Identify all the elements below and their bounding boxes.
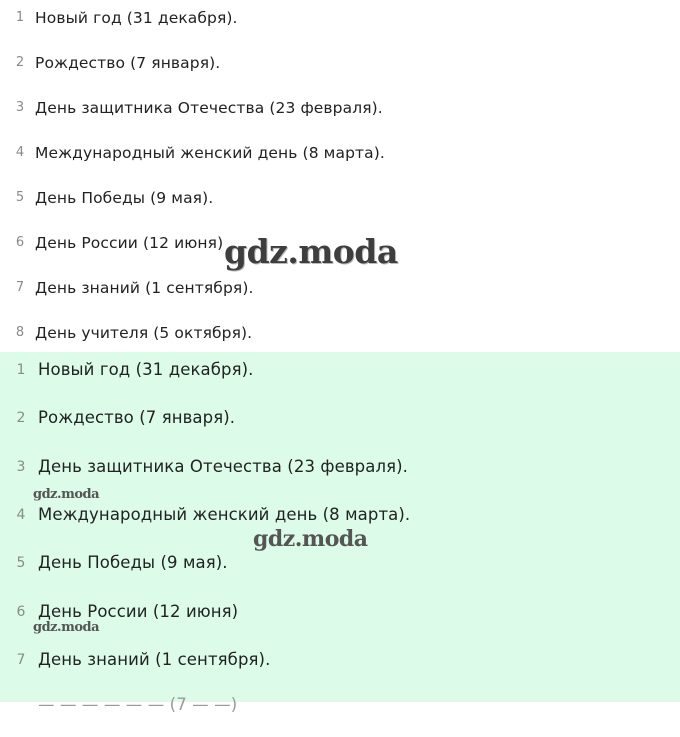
item-text: Международный женский день (8 марта). xyxy=(35,144,385,162)
watermark-logo: gdz.moda xyxy=(224,232,398,271)
item-number: 4 xyxy=(15,145,25,160)
item-text: День защитника Отечества (23 февраля). xyxy=(35,99,383,117)
item-number: 1 xyxy=(16,362,26,378)
item-number: 6 xyxy=(15,235,25,250)
item-number: 5 xyxy=(16,555,26,571)
item-text: День защитника Отечества (23 февраля). xyxy=(38,457,409,476)
item-text: Новый год (31 декабря). xyxy=(35,9,238,27)
item-number: 5 xyxy=(15,190,25,205)
watermark-logo: gdz.moda xyxy=(33,620,100,635)
item-text-cut: — — — — — — (7 — —) xyxy=(38,695,238,714)
item-number: 7 xyxy=(16,652,26,668)
item-number: 3 xyxy=(16,459,26,475)
item-number: 1 xyxy=(15,10,25,25)
item-number: 4 xyxy=(16,507,26,523)
item-text: День учителя (5 октября). xyxy=(35,324,253,342)
item-text: День знаний (1 сентября). xyxy=(38,650,271,669)
item-number: 2 xyxy=(16,410,26,426)
item-text: День России (12 июня) xyxy=(35,234,224,252)
item-text: Новый год (31 декабря). xyxy=(38,360,254,379)
item-text: День Победы (9 мая). xyxy=(35,189,214,207)
item-text: День Победы (9 мая). xyxy=(38,553,228,572)
item-text: День знаний (1 сентября). xyxy=(35,279,254,297)
watermark-logo: gdz.moda xyxy=(253,526,368,552)
item-number: 2 xyxy=(15,55,25,70)
item-number: 3 xyxy=(15,100,25,115)
item-text: Рождество (7 января). xyxy=(35,54,221,72)
item-text: День России (12 июня) xyxy=(38,602,239,621)
item-text: Рождество (7 января). xyxy=(38,408,236,427)
white-list-section xyxy=(0,0,680,352)
item-text: Международный женский день (8 марта). xyxy=(38,505,411,524)
item-number: 8 xyxy=(15,325,25,340)
item-number: 7 xyxy=(15,280,25,295)
item-number: 6 xyxy=(16,604,26,620)
watermark-logo: gdz.moda xyxy=(33,487,100,502)
